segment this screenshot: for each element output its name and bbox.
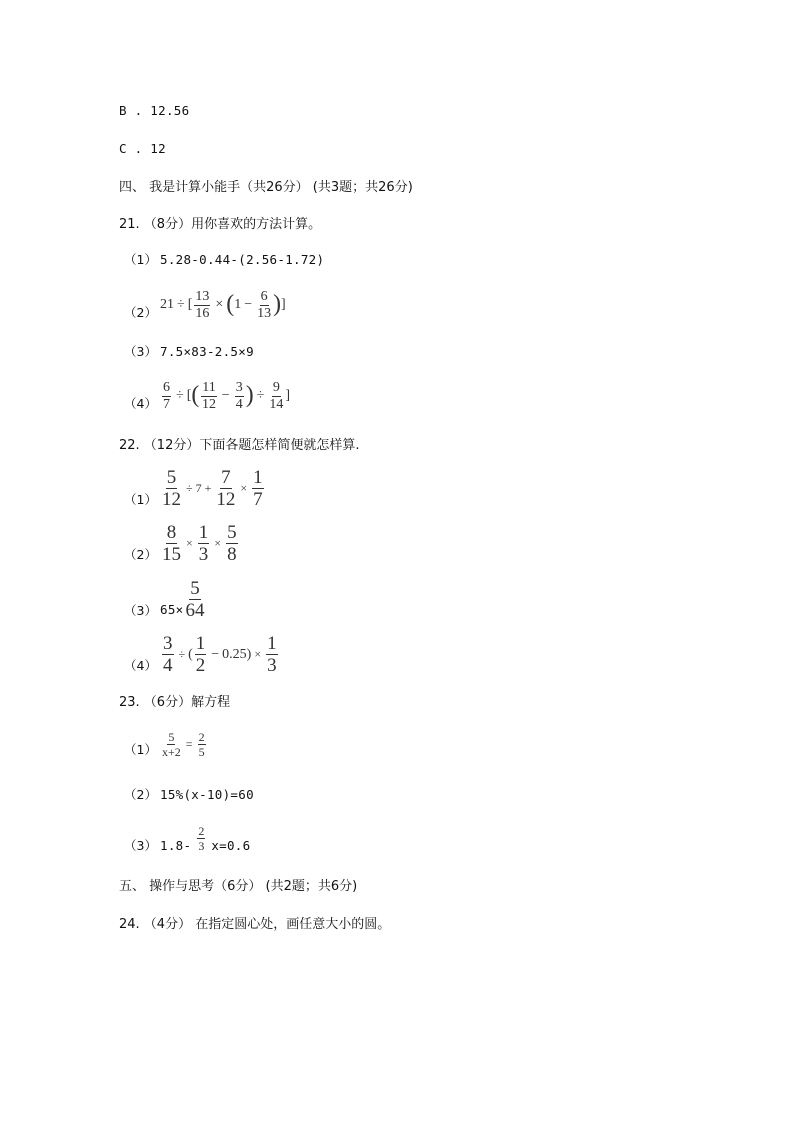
q22-item-1 [124, 468, 266, 509]
denominator: x+2 [162, 744, 181, 759]
div-sign: ÷ [177, 297, 185, 312]
paren: ( [191, 382, 200, 409]
paren: ( [188, 646, 193, 662]
fraction [185, 579, 204, 620]
denominator: 12 [216, 489, 236, 510]
item-number: （1） [124, 742, 157, 757]
denominator: 13 [257, 305, 272, 321]
expression: 7.5×83-2.5×9 [160, 343, 254, 359]
times-sign: × [254, 647, 262, 661]
expression-math [160, 290, 286, 321]
div-sign: ÷ [256, 388, 265, 403]
bracket: [ [187, 297, 193, 312]
paren: ) [246, 646, 252, 662]
section-5-title: 五、 操作与思考（6分） (共2题；共6分) [119, 879, 358, 894]
question-23-title: 23. （6分）解方程 [119, 695, 231, 710]
minus-sign: − [221, 388, 230, 403]
fraction [195, 634, 207, 675]
q21-item-1 [124, 250, 324, 268]
fraction [226, 523, 238, 564]
div-sign: ÷ [186, 481, 193, 495]
math-text: 1 [234, 297, 242, 312]
numerator: 1 [198, 522, 209, 543]
bracket: ] [281, 297, 286, 312]
item-number: （1） [124, 252, 157, 267]
expression-prefix: 65× [160, 602, 184, 617]
numerator: 5 [227, 522, 237, 543]
numerator: 1 [195, 633, 206, 654]
equals-sign: = [185, 736, 193, 751]
numerator: 9 [272, 379, 280, 395]
numerator: 6 [260, 288, 268, 304]
question-21-title: 21. （8分）用你喜欢的方法计算。 [119, 217, 322, 232]
paren: ( [226, 291, 235, 318]
section-4-title: 四、 我是计算小能手（共26分） (共3题；共26分) [119, 180, 413, 195]
expression-math [195, 825, 207, 852]
numerator: 1 [253, 467, 263, 488]
item-number: （3） [124, 344, 157, 359]
denominator: 15 [162, 544, 181, 565]
expression-math [183, 579, 206, 620]
numerator: 3 [235, 379, 243, 395]
numerator: 5 [190, 578, 200, 599]
q21-item-3 [124, 342, 254, 360]
question-24-title: 24. （4分） 在指定圆心处，画任意大小的圆。 [119, 917, 391, 932]
bracket: ] [285, 388, 290, 403]
numerator: 8 [166, 522, 177, 543]
fraction [162, 634, 174, 675]
numerator: 5 [168, 729, 175, 744]
denominator: 5 [198, 744, 205, 759]
expression-prefix: 1.8- [160, 837, 192, 853]
q21-item-4 [124, 380, 290, 412]
item-number: （3） [124, 838, 157, 853]
denominator: 2 [195, 655, 206, 676]
denominator: 64 [185, 600, 205, 621]
q23-item-3 [124, 822, 250, 854]
fraction [162, 731, 181, 758]
fraction [197, 825, 205, 852]
times-sign: × [186, 536, 193, 550]
fraction [198, 731, 206, 758]
numerator: 11 [202, 379, 216, 395]
denominator: 3 [267, 655, 277, 676]
numerator: 3 [163, 633, 173, 654]
denominator: 14 [269, 396, 284, 412]
q22-item-3 [124, 579, 206, 620]
denominator: 4 [235, 396, 243, 412]
fraction [162, 381, 171, 412]
fraction [269, 381, 283, 412]
denominator: 8 [227, 544, 237, 565]
fraction [194, 290, 210, 321]
div-sign: ÷ [178, 647, 186, 661]
fraction [198, 523, 210, 564]
numerator: 13 [195, 288, 210, 304]
question-22-title: 22. （12分）下面各题怎样简便就怎样算. [119, 438, 360, 453]
times-sign: × [214, 536, 222, 550]
fraction [266, 634, 278, 675]
fraction [201, 381, 216, 412]
expression-math [160, 381, 290, 412]
numerator: 2 [198, 823, 205, 838]
expression-suffix: x=0.6 [211, 837, 251, 853]
denominator: 12 [162, 489, 181, 510]
q21-item-2 [124, 289, 286, 321]
expression: 5.28-0.44-(2.56-1.72) [160, 251, 325, 267]
numerator: 6 [163, 379, 170, 395]
paren: ) [273, 291, 282, 318]
div-sign: ÷ [176, 388, 184, 403]
math-text: 0.25 [222, 646, 247, 662]
item-number: （4） [124, 396, 157, 411]
fraction [162, 468, 181, 509]
item-number: （3） [124, 602, 157, 618]
item-number: （1） [124, 491, 157, 507]
plus-sign: + [204, 481, 212, 495]
fraction [216, 468, 235, 509]
denominator: 16 [195, 305, 210, 321]
expression-math [160, 468, 266, 509]
times-sign: × [240, 481, 248, 495]
q23-item-2 [124, 785, 254, 803]
q23-item-1 [124, 730, 208, 758]
item-number: （4） [124, 657, 157, 673]
choice-b: B . 12.56 [119, 103, 190, 118]
numerator: 7 [221, 467, 231, 488]
denominator: 4 [163, 655, 173, 676]
q22-item-2 [124, 523, 240, 564]
choice-c: C . 12 [119, 141, 166, 156]
math-text: 21 [160, 297, 174, 312]
expression-math [160, 731, 208, 758]
expression-math [160, 523, 240, 564]
denominator: 12 [202, 396, 217, 412]
fraction [235, 381, 244, 412]
fraction [162, 523, 181, 564]
fraction [252, 468, 264, 509]
minus-sign: − [211, 646, 220, 662]
numerator: 1 [267, 633, 277, 654]
paren: ) [245, 382, 254, 409]
denominator: 3 [198, 838, 205, 853]
item-number: （2） [124, 305, 157, 320]
denominator: 7 [253, 489, 263, 510]
bracket: [ [186, 388, 192, 403]
times-sign: × [215, 297, 224, 312]
q22-item-4 [124, 634, 280, 675]
item-number: （2） [124, 787, 157, 802]
denominator: 7 [163, 396, 170, 412]
minus-sign: − [244, 297, 253, 312]
numerator: 5 [166, 467, 177, 488]
item-number: （2） [124, 546, 157, 562]
expression: 15%(x-10)=60 [160, 786, 254, 802]
numerator: 2 [198, 729, 205, 744]
denominator: 3 [198, 544, 209, 565]
fraction [257, 290, 271, 321]
math-text: 7 [195, 481, 202, 495]
expression-math [160, 634, 280, 675]
